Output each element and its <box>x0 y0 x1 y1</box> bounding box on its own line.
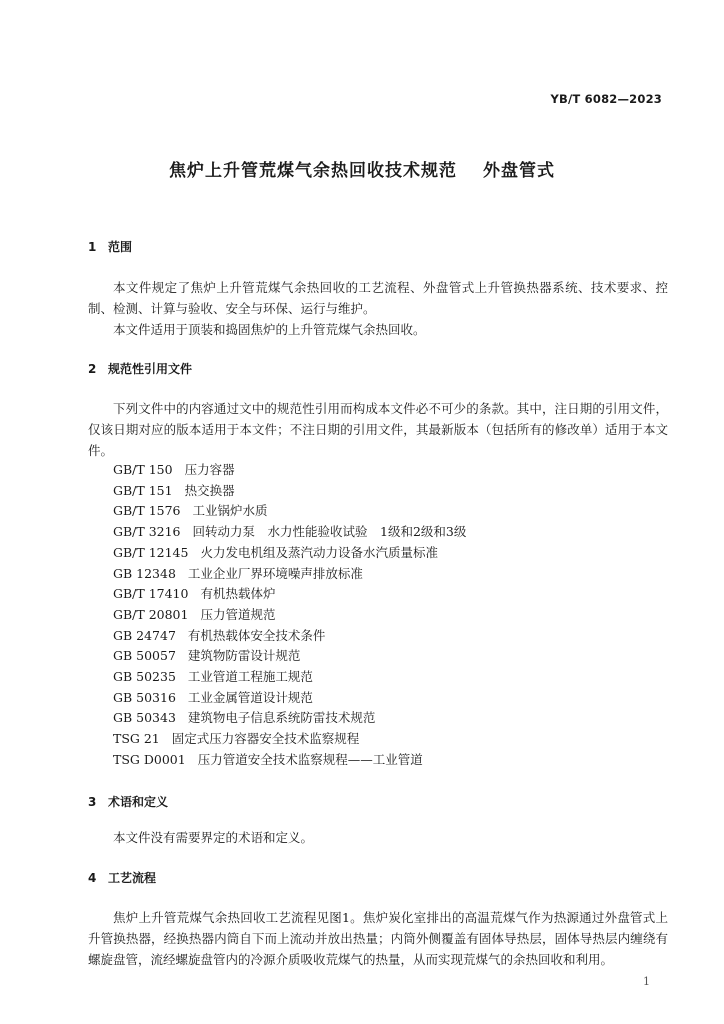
reference-code: GB 50343 <box>113 710 176 726</box>
section-1-paragraph-2: 本文件适用于顶装和捣固焦炉的上升管荒煤气余热回收。 <box>113 322 426 337</box>
list-item <box>113 626 466 647</box>
reference-name: 工业企业厂界环境噪声排放标准 <box>187 565 363 581</box>
page-number: 1 <box>643 975 650 988</box>
section-4-paragraph-1: 焦炉上升管荒煤气余热回收工艺流程见图1。焦炉炭化室排出的高温荒煤气作为热源通过外盘管式上升管换热器，经换热器内筒自下而上流动并放出热量；内筒外侧覆盖有固体导热层，固体导热层内缠绕有螺旋盘管，流经螺旋盘管内的冷源介质吸收荒煤气的热量，从而实现荒煤气的余热回收和利用。 <box>88 910 668 967</box>
section-title: 工艺流程 <box>108 871 157 885</box>
list-item <box>113 460 466 481</box>
section-3-paragraph-1: 本文件没有需要界定的术语和定义。 <box>113 830 314 845</box>
reference-code: TSG D0001 <box>113 751 186 767</box>
reference-code: GB 24747 <box>113 627 176 643</box>
reference-code: GB/T 151 <box>113 482 173 498</box>
section-number: 3 <box>88 795 97 809</box>
list-item <box>113 605 466 626</box>
reference-name: 压力管道安全技术监察规程——工业管道 <box>197 751 423 767</box>
reference-name: 工业锅炉水质 <box>192 503 268 519</box>
reference-name: 有机热载体安全技术条件 <box>187 627 326 643</box>
section-3-heading <box>88 793 168 810</box>
section-number: 1 <box>88 240 97 254</box>
reference-code: GB/T 17410 <box>113 586 189 602</box>
list-item <box>113 750 466 771</box>
reference-code: GB/T 12145 <box>113 544 189 560</box>
reference-code: GB 12348 <box>113 565 176 581</box>
reference-name: 建筑物防雷设计规范 <box>187 648 301 664</box>
reference-code: TSG 21 <box>113 731 160 747</box>
section-2-paragraph-1: 下列文件中的内容通过文中的规范性引用而构成本文件必不可少的条款。其中，注日期的引用文件，仅该日期对应的版本适用于本文件；不注日期的引用文件，其最新版本（包括所有的修改单）适用于本文件。 <box>88 401 668 458</box>
reference-code: GB 50057 <box>113 648 176 664</box>
document-title <box>0 156 724 181</box>
title-sub: 外盘管式 <box>483 161 555 181</box>
list-item <box>113 667 466 688</box>
section-4-heading <box>88 869 156 886</box>
reference-name: 压力管道规范 <box>200 606 276 622</box>
section-2-heading <box>88 360 192 377</box>
reference-code: GB 50316 <box>113 689 176 705</box>
list-item <box>113 688 466 709</box>
reference-name: 有机热载体炉 <box>200 586 276 602</box>
section-number: 4 <box>88 871 97 885</box>
reference-code: GB/T 1576 <box>113 503 181 519</box>
reference-code: GB 50235 <box>113 669 176 685</box>
reference-name: 热交换器 <box>184 482 235 498</box>
title-main: 焦炉上升管荒煤气余热回收技术规范 <box>169 161 457 181</box>
reference-name: 固定式压力容器安全技术监察规程 <box>171 731 360 747</box>
normative-reference-list <box>113 460 466 771</box>
section-1-paragraph-1: 本文件规定了焦炉上升管荒煤气余热回收的工艺流程、外盘管式上升管换热器系统、技术要求、控制、检测、计算与验收、安全与环保、运行与维护。 <box>88 280 668 316</box>
reference-name: 工业金属管道设计规范 <box>187 689 313 705</box>
reference-name: 回转动力泵 水力性能验收试验 1级和2级和3级 <box>192 524 467 540</box>
reference-name: 工业管道工程施工规范 <box>187 669 313 685</box>
reference-code: GB/T 150 <box>113 462 173 477</box>
section-title: 术语和定义 <box>108 795 169 809</box>
list-item <box>113 729 466 750</box>
list-item <box>113 646 466 667</box>
list-item <box>113 522 466 543</box>
reference-code: GB/T 3216 <box>113 524 181 540</box>
list-item <box>113 584 466 605</box>
section-title: 范围 <box>108 240 133 254</box>
list-item <box>113 708 466 729</box>
list-item <box>113 481 466 502</box>
reference-name: 压力容器 <box>184 462 235 477</box>
section-number: 2 <box>88 362 97 376</box>
section-1-heading <box>88 238 132 255</box>
list-item <box>113 543 466 564</box>
reference-name: 建筑物电子信息系统防雷技术规范 <box>187 710 376 726</box>
reference-name: 火力发电机组及蒸汽动力设备水汽质量标准 <box>200 544 438 560</box>
list-item <box>113 501 466 522</box>
section-title: 规范性引用文件 <box>108 362 193 376</box>
reference-code: GB/T 20801 <box>113 606 189 622</box>
list-item <box>113 564 466 585</box>
document-code: YB/T 6082—2023 <box>550 92 662 106</box>
